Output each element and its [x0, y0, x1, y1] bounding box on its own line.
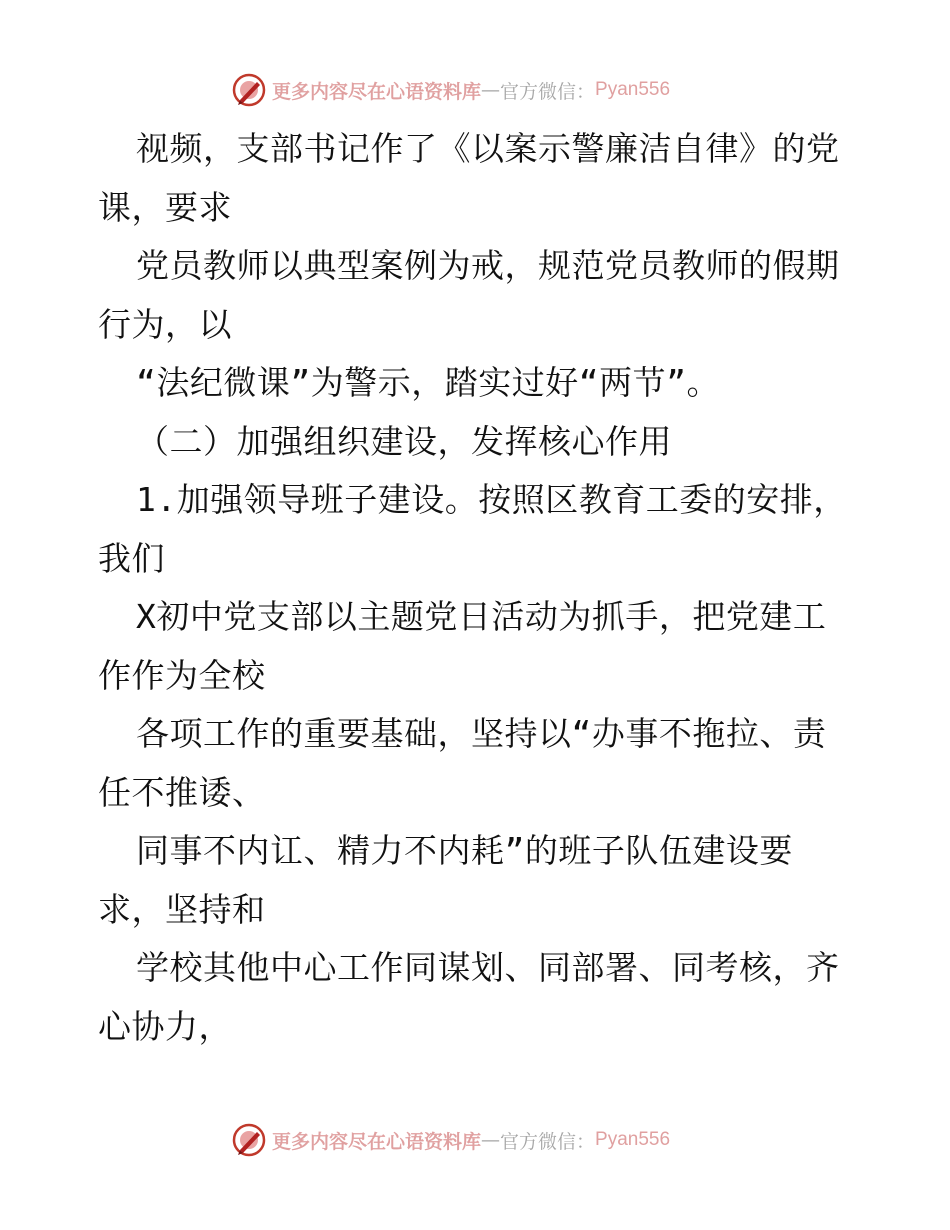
- text-line: “法纪微课”为警示，踏实过好“两节”。: [136, 363, 720, 402]
- header-watermark: [232, 70, 670, 110]
- watermark-wechat-id: Pyan556: [595, 1129, 671, 1150]
- watermark-site-text: 更多内容尽在心语资料库: [272, 1130, 482, 1153]
- text-line: 心协力，: [98, 1006, 232, 1046]
- watermark-wechat-id: Pyan556: [595, 79, 671, 100]
- watermark-separator: —: [481, 79, 501, 101]
- text-line: 各项工作的重要基础，坚持以“办事不拖拉、责: [136, 714, 827, 753]
- text-line: X初中党支部以主题党日活动为抓手，把党建工: [136, 597, 827, 636]
- text-line: 课，要求: [98, 187, 232, 227]
- watermark-separator: —: [481, 1129, 501, 1151]
- text-line: 我们: [98, 538, 165, 578]
- pen-logo-icon: [232, 1123, 266, 1157]
- watermark-site-text: 更多内容尽在心语资料库: [272, 80, 482, 103]
- watermark-official-label: 官方微信：: [500, 1130, 596, 1153]
- text-line: 学校其他中心工作同谋划、同部署、同考核，齐: [136, 948, 840, 987]
- text-line: 任不推诿、: [98, 772, 266, 812]
- document-body: [98, 120, 858, 1056]
- text-line: （二）加强组织建设，发挥核心作用: [136, 421, 672, 461]
- text-line: 行为，以: [98, 304, 232, 344]
- text-line: 作作为全校: [98, 655, 266, 695]
- text-line: 1.加强领导班子建设。按照区教育工委的安排，: [136, 480, 847, 519]
- text-line: 同事不内讧、精力不内耗”的班子队伍建设要: [136, 831, 793, 870]
- watermark-official-label: 官方微信：: [500, 80, 596, 103]
- footer-watermark: [232, 1120, 670, 1160]
- text-line: 视频，支部书记作了《以案示警廉洁自律》的党: [136, 129, 840, 168]
- text-line: 求，坚持和: [98, 889, 266, 929]
- pen-logo-icon: [232, 73, 266, 107]
- text-line: 党员教师以典型案例为戒，规范党员教师的假期: [136, 246, 840, 285]
